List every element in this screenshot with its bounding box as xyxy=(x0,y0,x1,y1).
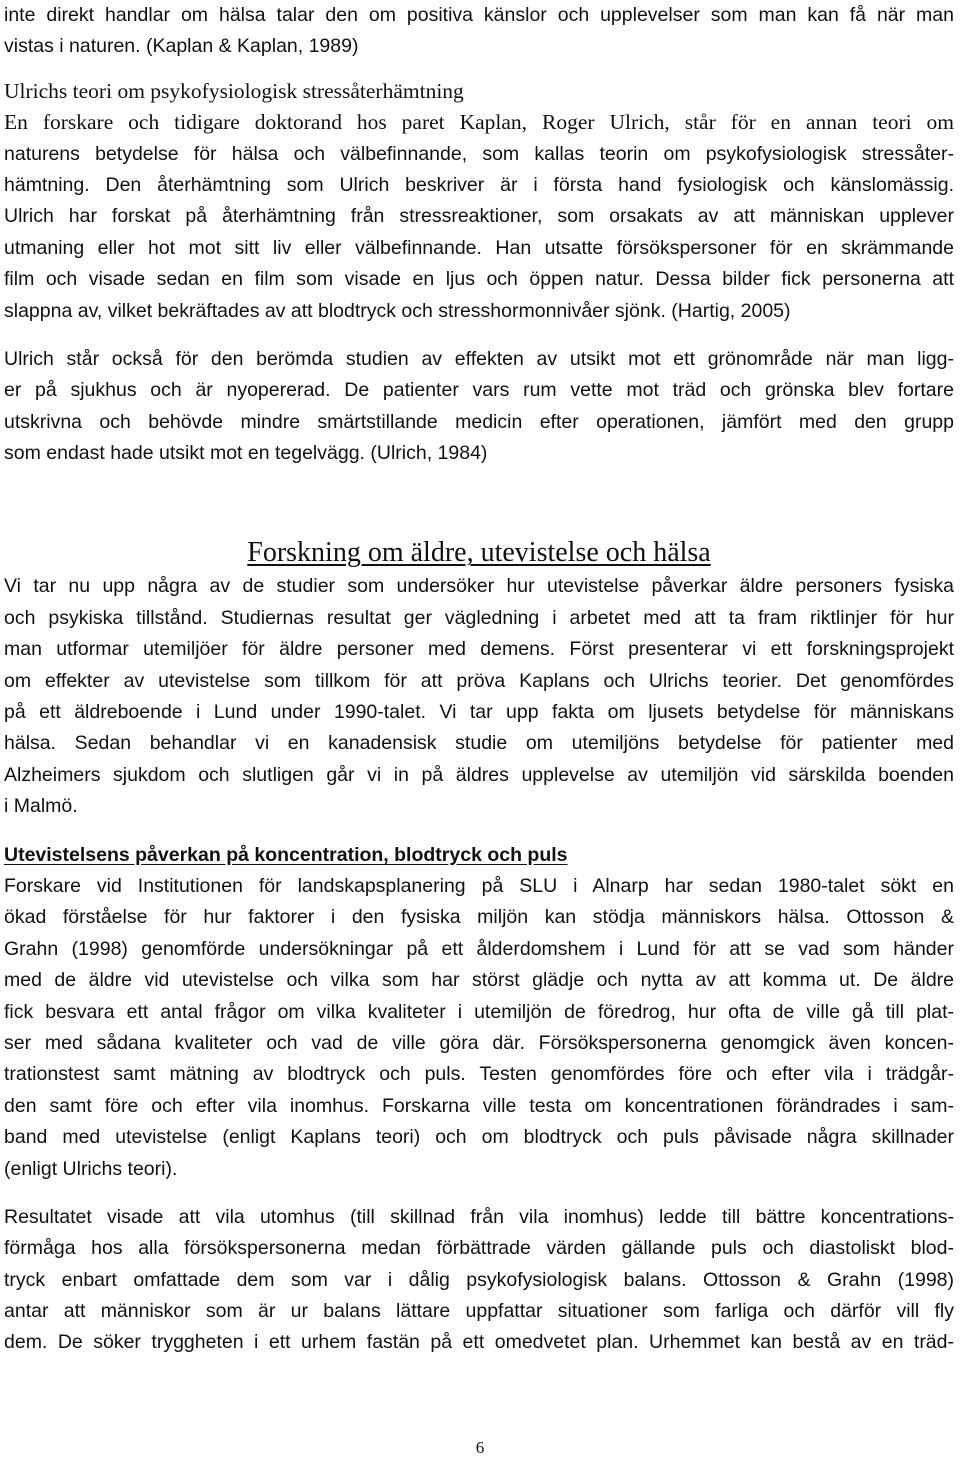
text-line: och psykiska tillstånd. Studiernas resultat ger vägledning i arbetet med att ta fram riktlinjer för hur xyxy=(4,606,954,629)
spacer xyxy=(4,469,954,535)
paragraph-intro-continued xyxy=(4,0,954,63)
text-line: Vi tar nu upp några av de studier som undersöker hur utevistelse påverkar äldre personers fysiska xyxy=(4,575,954,598)
text-line: ser med sådana kvaliteter och vad de ville göra där. Försökspersonerna genomgick även koncen- xyxy=(4,1031,954,1054)
spacer xyxy=(4,823,954,840)
text-line: med de äldre vid utevistelse och vilka som har störst glädje och nytta av att komma ut. De äldre xyxy=(4,969,954,992)
paragraph-result xyxy=(4,1202,954,1359)
text-line: Grahn (1998) genomförde undersökningar på ett ålderdomshem i Lund för att se vad som händer xyxy=(4,937,954,960)
page-number: 6 xyxy=(475,1438,485,1457)
section-research-elderly xyxy=(4,535,954,822)
text-line: film och visade sedan en film som visade en ljus och öppen natur. Dessa bilder fick personerna att xyxy=(4,268,954,291)
text-line: förmåga hos alla försökspersonerna medan förbättrade värden gällande puls och diastoliskt blod- xyxy=(4,1237,954,1260)
text-line: på ett äldreboende i Lund under 1990-talet. Vi tar upp fakta om ljusets betydelse för människans xyxy=(4,701,954,724)
text-line: vistas i naturen. (Kaplan & Kaplan, 1989) xyxy=(4,35,359,58)
text-line: Forskare vid Institutionen för landskapsplanering på SLU i Alnarp har sedan 1980-talet sökt en xyxy=(4,874,954,897)
paragraph-ulrich-hospital xyxy=(4,344,954,470)
text-line: i Malmö. xyxy=(4,795,78,818)
section-heading: Ulrichs teori om psykofysiologisk stressåterhämtning xyxy=(4,78,464,103)
text-line: den samt före och efter vila inomhus. Forskarna ville testa om koncentrationen förändrades i sam- xyxy=(4,1094,954,1117)
text-line: Ulrich har forskat på återhämtning från stressreaktioner, som orsakats av att människan upplever xyxy=(4,205,954,228)
text-line: man utformar utemiljöer för äldre personer med demens. Först presenterar vi ett forskningsprojekt xyxy=(4,638,954,661)
spacer xyxy=(4,1185,954,1202)
section-outdoor-effect xyxy=(4,840,954,1185)
text-line: fick besvara ett antal frågor om vilka kvaliteter i utemiljön de föredrog, hur ofta de ville gå till plat- xyxy=(4,1000,954,1023)
text-line: Resultatet visade att vila utomhus (till skillnad från vila inomhus) ledde till bättre koncentrations- xyxy=(4,1205,954,1228)
text-line: hämtning. Den återhämtning som Ulrich beskriver är i första hand fysiologisk och känslomässig. xyxy=(4,173,954,196)
text-line: En forskare och tidigare doktorand hos paret Kaplan, Roger Ulrich, står för en annan teori om xyxy=(4,110,954,135)
text-line: om effekter av utevistelse som tillkom för att pröva Kaplans och Ulrichs teorier. Det genomfördes xyxy=(4,669,954,692)
text-line: ökad förståelse för hur faktorer i den fysiska miljön kan stödja människors hälsa. Ottosson & xyxy=(4,906,954,929)
text-line: slappna av, vilket bekräftades av att blodtryck och stresshormonnivåer sjönk. (Hartig, 2005) xyxy=(4,299,791,322)
text-line: Alzheimers sjukdom och slutligen går vi in på äldres upplevelse av utemiljön vid särskilda boenden xyxy=(4,763,954,786)
section-ulrich-theory xyxy=(4,76,954,327)
text-line: som endast hade utsikt mot en tegelvägg. (Ulrich, 1984) xyxy=(4,442,488,465)
text-line: tryck enbart omfattade dem som var i dålig psykofysiologisk balans. Ottosson & Grahn (1998) xyxy=(4,1268,954,1291)
text-line: (enligt Ulrichs teori). xyxy=(4,1157,178,1180)
text-line: Ulrich står också för den berömda studien av effekten av utsikt mot ett grönområde när man ligg- xyxy=(4,347,954,370)
text-line: er på sjukhus och är nyopererad. De patienter vars rum vette mot träd och grönska blev fortare xyxy=(4,379,954,402)
text-line: utskrivna och behövde mindre smärtstillande medicin efter operationen, jämfört med den grupp xyxy=(4,410,954,433)
section-heading: Utevistelsens påverkan på koncentration, blodtryck och puls xyxy=(4,843,568,866)
text-line: inte direkt handlar om hälsa talar den om positiva känslor och upplevelser som man kan få när man xyxy=(4,4,954,26)
text-line: dem. De söker tryggheten i ett urhem fastän på ett omedvetet plan. Urhemmet kan bestå av en träd- xyxy=(4,1331,954,1354)
text-line: naturens betydelse för hälsa och välbefinnande, som kallas teorin om psykofysiologisk stressåter- xyxy=(4,142,954,165)
text-line: antar att människor som är ur balans lättare uppfattar situationer som farliga och därför vill fly xyxy=(4,1300,954,1323)
text-line: hälsa. Sedan behandlar vi en kanadensisk studie om utemiljöns betydelse för patienter med xyxy=(4,732,954,755)
document-page xyxy=(4,0,954,1359)
section-title: Forskning om äldre, utevistelse och hälsa xyxy=(247,537,711,569)
text-line: trationstest samt mätning av blodtryck och puls. Testen genomfördes före och efter vila i trädgår- xyxy=(4,1063,954,1086)
spacer xyxy=(4,63,954,76)
text-line: utmaning eller hot mot sitt liv eller välbefinnande. Han utsatte försökspersoner för en skrämmande xyxy=(4,236,954,259)
spacer xyxy=(4,327,954,344)
text-line: band med utevistelse (enligt Kaplans teori) och om blodtryck och puls påvisade några skillnader xyxy=(4,1126,954,1149)
